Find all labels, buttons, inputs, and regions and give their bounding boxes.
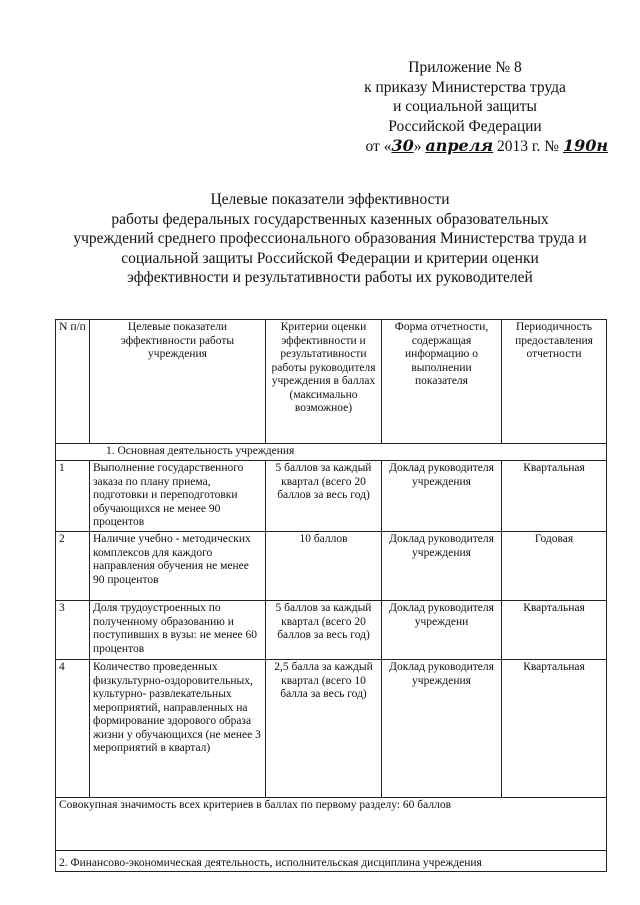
row-period: Квартальная — [502, 601, 607, 660]
summary-text: Совокупная значимость всех критериев в баллах по первому разделу: 60 баллов — [56, 798, 607, 851]
section-1-row — [56, 444, 607, 461]
row-criteria: 10 баллов — [266, 532, 382, 601]
date-year: 2013 г. № — [497, 138, 560, 155]
row-form: Доклад руководителя учреждения — [382, 461, 502, 532]
row-indicator: Выполнение государственного заказа по плану приема, подготовки и переподготовки обучающихся не менее 90 процентов — [90, 461, 266, 532]
row-indicator: Количество проведенных физкультурно-оздоровительных, культурно- развлекательных мероприятий, направленных на формирование здорового образа жизни у обучающихся (не менее 3 мероприятий в квартал) — [90, 660, 266, 798]
row-indicator: Наличие учебно - методических комплексов для каждого направления обучения не менее 90 процентов — [90, 532, 266, 601]
order-number: 190н — [562, 136, 608, 155]
row-period: Квартальная — [502, 660, 607, 798]
row-period: Годовая — [502, 532, 607, 601]
indicators-table — [55, 319, 607, 872]
section-2-row — [56, 851, 607, 872]
appendix-line-3: и социальной защиты — [393, 98, 537, 115]
table-header-row — [56, 320, 607, 444]
row-criteria: 2,5 балла за каждый квартал (всего 10 балла за весь год) — [266, 660, 382, 798]
row-num: 2 — [56, 532, 90, 601]
row-form: Доклад руководителя учреждения — [382, 532, 502, 601]
appendix-line-1: Приложение № 8 — [408, 59, 522, 76]
section-1-title: 1. Основная деятельность учреждения — [56, 444, 607, 461]
row-form: Доклад руководителя учреждения — [382, 660, 502, 798]
header-period: Периодичность предоставления отчетности — [502, 320, 607, 444]
table-row — [56, 660, 607, 798]
row-criteria: 5 баллов за каждый квартал (всего 20 баллов за весь год) — [266, 601, 382, 660]
date-prefix: от « — [365, 138, 392, 155]
title-line-3: учреждений среднего профессионального образования Министерства труда и — [73, 230, 587, 247]
title-line-2: работы федеральных государственных казенных образовательных — [111, 210, 549, 228]
title-line-4: социальной защиты Российской Федерации и критерии оценки — [121, 249, 539, 267]
appendix-block — [320, 58, 610, 157]
table-row — [56, 461, 607, 532]
row-period: Квартальная — [502, 461, 607, 532]
header-criteria: Критерии оценки эффективности и результативности работы руководителя учреждения в баллах (максимально возможное) — [266, 320, 382, 444]
row-criteria: 5 баллов за каждый квартал (всего 20 баллов за весь год) — [266, 461, 382, 532]
header-indicator: Целевые показатели эффективности работы учреждения — [90, 320, 266, 444]
header-num: N п/п — [56, 320, 90, 444]
summary-row — [56, 798, 607, 851]
title-line-1: Целевые показатели эффективности — [210, 191, 450, 208]
table-row — [56, 601, 607, 660]
row-num: 1 — [56, 461, 90, 532]
appendix-line-2: к приказу Министерства труда — [364, 78, 566, 96]
date-mid: » — [413, 138, 422, 155]
row-num: 4 — [56, 660, 90, 798]
date-day: 30 — [391, 136, 414, 155]
date-month: апреля — [425, 136, 494, 155]
title-line-5: эффективности и результативности работы их руководителей — [127, 269, 533, 286]
table-row — [56, 532, 607, 601]
header-form: Форма отчетности, содержащая информацию о выполнении показателя — [382, 320, 502, 444]
row-num: 3 — [56, 601, 90, 660]
row-indicator: Доля трудоустроенных по полученному образованию и поступивших в вузы: не менее 60 процентов — [90, 601, 266, 660]
row-form: Доклад руководителя учреждени — [382, 601, 502, 660]
document-title — [60, 190, 600, 288]
appendix-date-line — [320, 136, 610, 157]
appendix-line-4: Российской Федерации — [388, 117, 542, 135]
section-2-title: 2. Финансово-экономическая деятельность, исполнительская дисциплина учреждения — [56, 851, 607, 872]
